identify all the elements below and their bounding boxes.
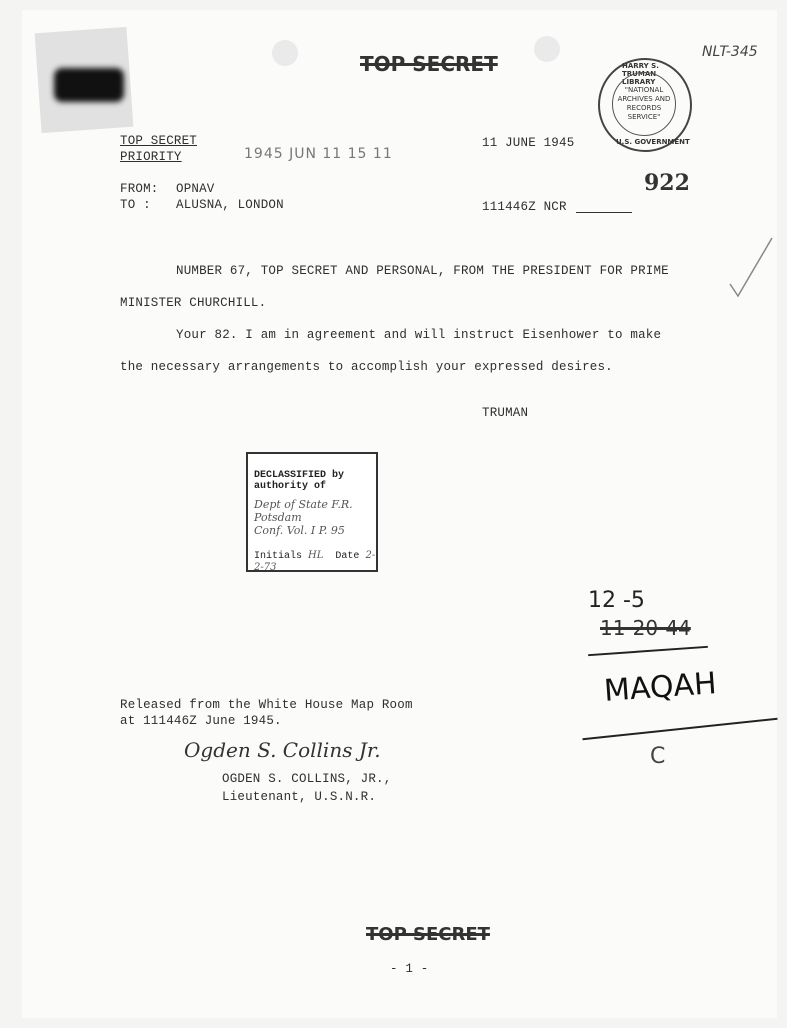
body-line-2: MINISTER CHURCHILL. [120,296,267,310]
declass-initials: HL [308,550,324,561]
handwritten-signature: Ogden S. Collins Jr. [184,738,381,762]
message-signature: TRUMAN [482,406,529,420]
punch-hole [534,36,560,62]
dtg: 111446Z NCR [482,200,567,214]
declass-line-2: Dept of State F.R. Potsdam [254,498,353,524]
declass-line-1: DECLASSIFIED by authority of [254,470,345,492]
release-name: OGDEN S. COLLINS, JR., [222,772,392,786]
body-line-3: Your 82. I am in agreement and will instruct Eisenhower to make [176,328,662,342]
header-date: 11 JUNE 1945 [482,136,575,150]
check-mark-icon [726,234,776,304]
to-label: TO : [120,198,151,212]
document-number: NLT-345 [702,44,758,60]
release-line-1: Released from the White House Map Room [120,698,413,712]
header-classification: TOP SECRET [120,134,198,148]
declass-date-label: Date [335,551,360,562]
body-line-4: the necessary arrangements to accomplish your expressed desires. [120,360,613,374]
annotation-number: 12 -5 [588,588,645,613]
seal-bottom-text: U.S. GOVERNMENT [616,138,690,146]
sequence-number: 922 [644,170,690,196]
declassified-stamp [246,452,378,572]
declass-line-3: Conf. Vol. I P. 95 [254,524,345,537]
classification-bottom: TOP SECRET [366,924,490,945]
annotation-mark: C [650,744,666,769]
header-priority: PRIORITY [120,150,182,164]
declass-initials-label: Initials [254,551,303,562]
received-stamp: 1945 JUN 11 15 11 [244,146,393,162]
annotation-code: MAQAH [602,666,718,709]
seal-top-text: HARRY S. TRUMAN LIBRARY [622,62,659,86]
punch-hole [272,40,298,66]
archives-seal [598,58,692,152]
seal-center-text: "NATIONAL ARCHIVES AND RECORDS SERVICE" [612,72,676,136]
classification-top: TOP SECRET [360,52,498,76]
to-value: ALUSNA, LONDON [176,198,284,212]
from-value: OPNAV [176,182,215,196]
declass-date: 2-2-73 [254,550,376,573]
release-line-2: at 111446Z June 1945. [120,714,282,728]
redacted-label [54,68,124,102]
annotation-struck-number: 11-20-44 [600,616,691,640]
from-label: FROM: [120,182,159,196]
body-line-1: NUMBER 67, TOP SECRET AND PERSONAL, FROM THE PRESIDENT FOR PRIME [176,264,669,278]
page-number: - 1 - [390,962,429,976]
release-rank: Lieutenant, U.S.N.R. [222,790,377,804]
dtg-underline [576,212,632,213]
